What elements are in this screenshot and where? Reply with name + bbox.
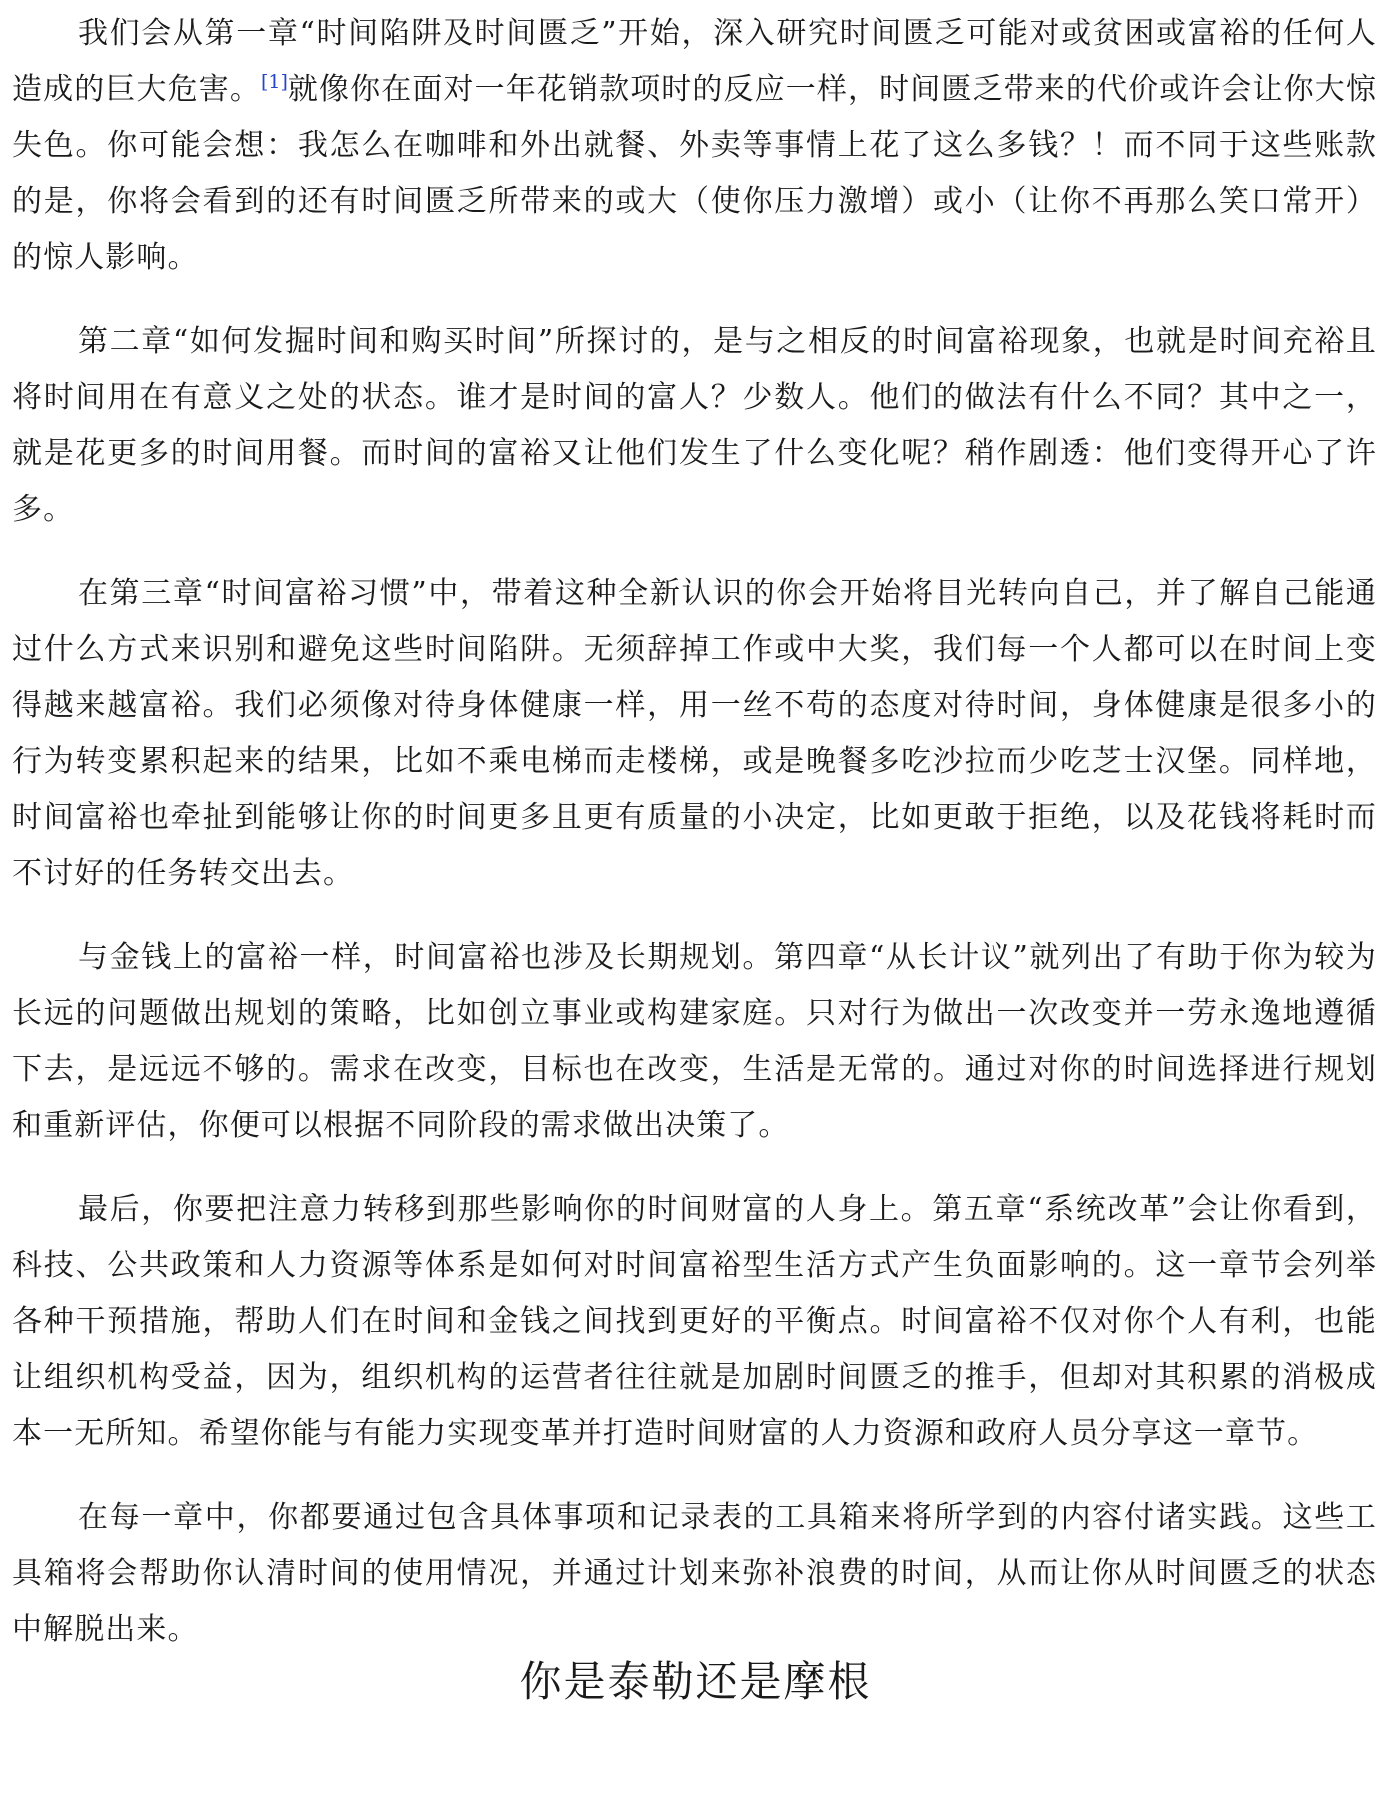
footnote-reference-link[interactable]: [1] bbox=[260, 71, 288, 93]
paragraph-chapter-four: 与金钱上的富裕一样，时间富裕也涉及长期规划。第四章“从长计议”就列出了有助于你为较为长远的问题做出规划的策略，比如创立事业或构建家庭。只对行为做出一次改变并一劳永逸地遵循下去，是远远不够的。需求在改变，目标也在改变，生活是无常的。通过对你的时间选择进行规划和重新评估，你便可以根据不同阶段的需求做出决策了。 bbox=[12, 940, 1377, 1143]
paragraph-toolbox: 在每一章中，你都要通过包含具体事项和记录表的工具箱来将所学到的内容付诸实践。这些工具箱将会帮助你认清时间的使用情况，并通过计划来弥补浪费的时间，从而让你从时间匮乏的状态中解脱出来。 bbox=[12, 1500, 1377, 1647]
body-text bbox=[12, 6, 1377, 1686]
paragraph-chapter-one bbox=[12, 6, 1377, 286]
paragraph-text: 就像你在面对一年花销款项时的反应一样，时间匮乏带来的代价或许会让你大惊失色。你可能会想：我怎么在咖啡和外出就餐、外卖等事情上花了这么多钱？！而不同于这些账款的是，你将会看到的还有时间匮乏所带来的或大（使你压力激增）或小（让你不再那么笑口常开）的惊人影响。 bbox=[12, 72, 1377, 275]
paragraph-chapter-two: 第二章“如何发掘时间和购买时间”所探讨的，是与之相反的时间富裕现象，也就是时间充裕且将时间用在有意义之处的状态。谁才是时间的富人？少数人。他们的做法有什么不同？其中之一，就是花更多的时间用餐。而时间的富裕又让他们发生了什么变化呢？稍作剧透：他们变得开心了许多。 bbox=[12, 324, 1377, 527]
paragraph-chapter-five: 最后，你要把注意力转移到那些影响你的时间财富的人身上。第五章“系统改革”会让你看到，科技、公共政策和人力资源等体系是如何对时间富裕型生活方式产生负面影响的。这一章节会列举各种干预措施，帮助人们在时间和金钱之间找到更好的平衡点。时间富裕不仅对你个人有利，也能让组织机构受益，因为，组织机构的运营者往往就是加剧时间匮乏的推手，但却对其积累的消极成本一无所知。希望你能与有能力实现变革并打造时间财富的人力资源和政府人员分享这一章节。 bbox=[12, 1192, 1377, 1451]
paragraph-text: 我们会从第一章“时间陷阱及时间匮乏”开始，深入研究时间匮乏可能对或贫困或富裕的任何人造成的巨大危害。 bbox=[12, 16, 1377, 107]
paragraph-chapter-three: 在第三章“时间富裕习惯”中，带着这种全新认识的你会开始将目光转向自己，并了解自己能通过什么方式来识别和避免这些时间陷阱。无须辞掉工作或中大奖，我们每一个人都可以在时间上变得越来越富裕。我们必须像对待身体健康一样，用一丝不苟的态度对待时间，身体健康是很多小的行为转变累积起来的结果，比如不乘电梯而走楼梯，或是晚餐多吃沙拉而少吃芝士汉堡。同样地，时间富裕也牵扯到能够让你的时间更多且更有质量的小决定，比如更敢于拒绝，以及花钱将耗时而不讨好的任务转交出去。 bbox=[12, 576, 1377, 891]
section-heading: 你是泰勒还是摩根 bbox=[519, 1657, 872, 1706]
